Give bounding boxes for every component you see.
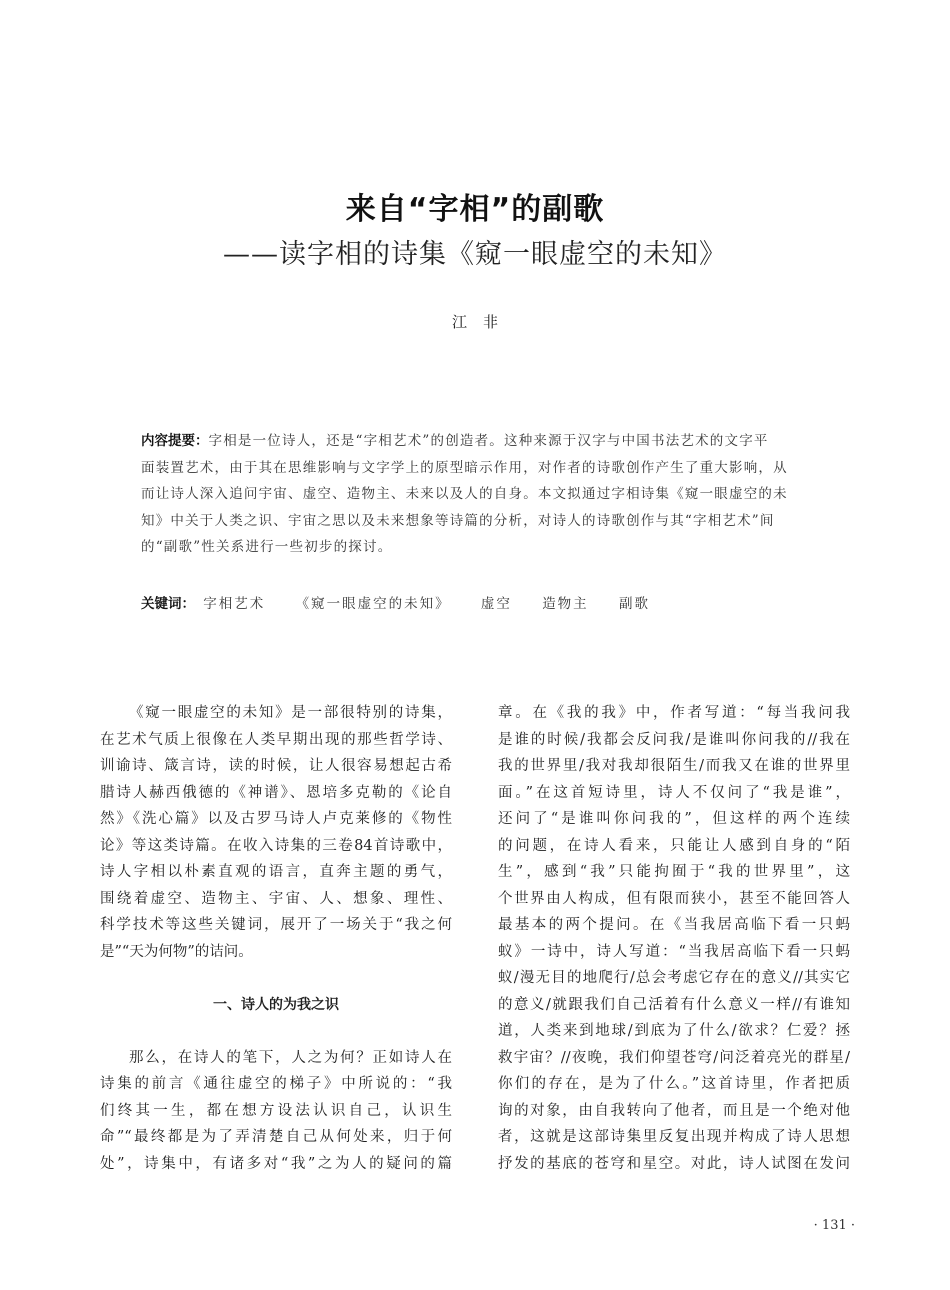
body-line: 者，这就是这部诗集里反复出现并构成了诗人思想 <box>498 1129 850 1145</box>
spacer <box>100 1018 452 1045</box>
body-line: 抒发的基底的苍穹和星空。对此，诗人试图在发问 <box>498 1155 850 1172</box>
body-line: 《窥一眼虚空的未知》是一部很特别的诗集， <box>129 705 452 721</box>
keywords <box>141 592 841 612</box>
left-column <box>100 700 452 1177</box>
author-name: 江非 <box>451 313 514 331</box>
abstract-label: 内容提要： <box>141 433 209 449</box>
body-line: 道，人类来到地球/到底为了什么/欲求？仁爱？拯 <box>498 1023 850 1039</box>
body-line: 蚁》一诗中，诗人写道：“当我居高临下看一只蚂 <box>498 943 850 960</box>
body-line: 救宇宙？//夜晚，我们仰望苍穹/问泛着亮光的群星/ <box>498 1049 850 1066</box>
keyword: 虚空 <box>480 596 512 612</box>
abstract-line <box>141 428 821 455</box>
body-line: 是”“天为何物”的诘问。 <box>100 943 253 960</box>
body-line: 面。”在这首短诗里，诗人不仅问了“我是谁”， <box>498 784 850 801</box>
body-line: 章。在《我的我》中，作者写道：“每当我问我 <box>498 705 850 721</box>
body-line: 然》《洗心篇》以及古罗马诗人卢克莱修的《物性 <box>100 811 452 827</box>
section-heading: 一、诗人的为我之识 <box>213 996 339 1013</box>
page-number: · 131 · <box>813 1218 855 1233</box>
body-line: 科学技术等这些关键词，展开了一场关于“我之何 <box>100 917 452 933</box>
abstract-text: 字相是一位诗人，还是“字相艺术”的创造者。这种来源于汉字与中国书法艺术的文字平 <box>208 433 769 449</box>
keyword: 副歌 <box>618 596 650 612</box>
body-line: 在艺术气质上很像在人类早期出现的那些哲学诗、 <box>100 731 452 748</box>
body-line: 的意义/就跟我们自己活着有什么意义一样//有谁知 <box>498 996 850 1013</box>
article-subtitle: ——读字相的诗集《窥一眼虚空的未知》 <box>223 239 727 270</box>
body-line: 论》等这类诗篇。在收入诗集的三卷84首诗歌中， <box>100 837 452 854</box>
abstract <box>141 428 821 561</box>
body-line: 是谁的时候/我都会反问我/是谁叫你问我的//我在 <box>498 731 850 748</box>
abstract-line: 面装置艺术，由于其在思维影响与文字学上的原型暗示作用，对作者的诗歌创作产生了重大影响，从 <box>141 459 788 476</box>
body-line: 围绕着虚空、造物主、宇宙、人、想象、理性、 <box>100 890 452 907</box>
keyword: 造物主 <box>542 596 589 612</box>
body-line: 诗集的前言《通往虚空的梯子》中所说的：“我 <box>100 1076 452 1092</box>
spacer <box>100 965 452 992</box>
body-line: 处”，诗集中，有诸多对“我”之为人的疑问的篇 <box>100 1155 452 1172</box>
abstract-line: 的“副歌”性关系进行一些初步的探讨。 <box>141 539 393 556</box>
body-line: 询的对象，由自我转向了他者，而且是一个绝对他 <box>498 1102 850 1119</box>
body-line: 诗人字相以朴素直观的语言，直奔主题的勇气， <box>100 864 452 880</box>
body-line: 们终其一生，都在想方设法认识自己，认识生 <box>100 1102 452 1119</box>
abstract-line: 而让诗人深入追问宇宙、虚空、造物主、未来以及人的自身。本文拟通过字相诗集《窥一眼虚空的未 <box>141 486 788 503</box>
body-line: 蚁/漫无目的地爬行/总会考虑它存在的意义//其实它 <box>498 970 850 986</box>
body-line: 训谕诗、箴言诗，读的时候，让人很容易想起古希 <box>100 758 452 774</box>
body-line: 你们的存在，是为了什么。”这首诗里，作者把质 <box>498 1076 850 1092</box>
body-line: 那么，在诗人的笔下，人之为何？正如诗人在 <box>129 1049 452 1066</box>
keyword: 《窥一眼虚空的未知》 <box>295 596 451 612</box>
body-line: 生”，感到“我”只能拘囿于“我的世界里”，这 <box>498 864 850 880</box>
body-line: 的问题，在诗人看来，只能让人感到自身的“陌 <box>498 837 850 854</box>
right-column <box>498 700 850 1177</box>
body-line: 命”“最终都是为了弄清楚自己从何处来，归于何 <box>100 1129 452 1145</box>
body-line: 还问了“是谁叫你问我的”，但这样的两个连续 <box>498 811 850 827</box>
keyword: 字相艺术 <box>203 596 266 612</box>
body-line: 个世界由人构成，但有限而狭小，甚至不能回答人 <box>498 890 850 907</box>
article-title: 来自“字相”的副歌 <box>345 192 605 227</box>
body-line: 我的世界里/我对我却很陌生/而我又在谁的世界里 <box>498 758 850 774</box>
body-line: 腊诗人赫西俄德的《神谱》、恩培多克勒的《论自 <box>100 784 452 801</box>
keywords-label: 关键词： <box>141 596 195 612</box>
abstract-line: 知》中关于人类之识、宇宙之思以及未来想象等诗篇的分析，对诗人的诗歌创作与其“字相艺术”间 <box>141 512 775 529</box>
body-line: 最基本的两个提问。在《当我居高临下看一只蚂 <box>498 917 850 933</box>
